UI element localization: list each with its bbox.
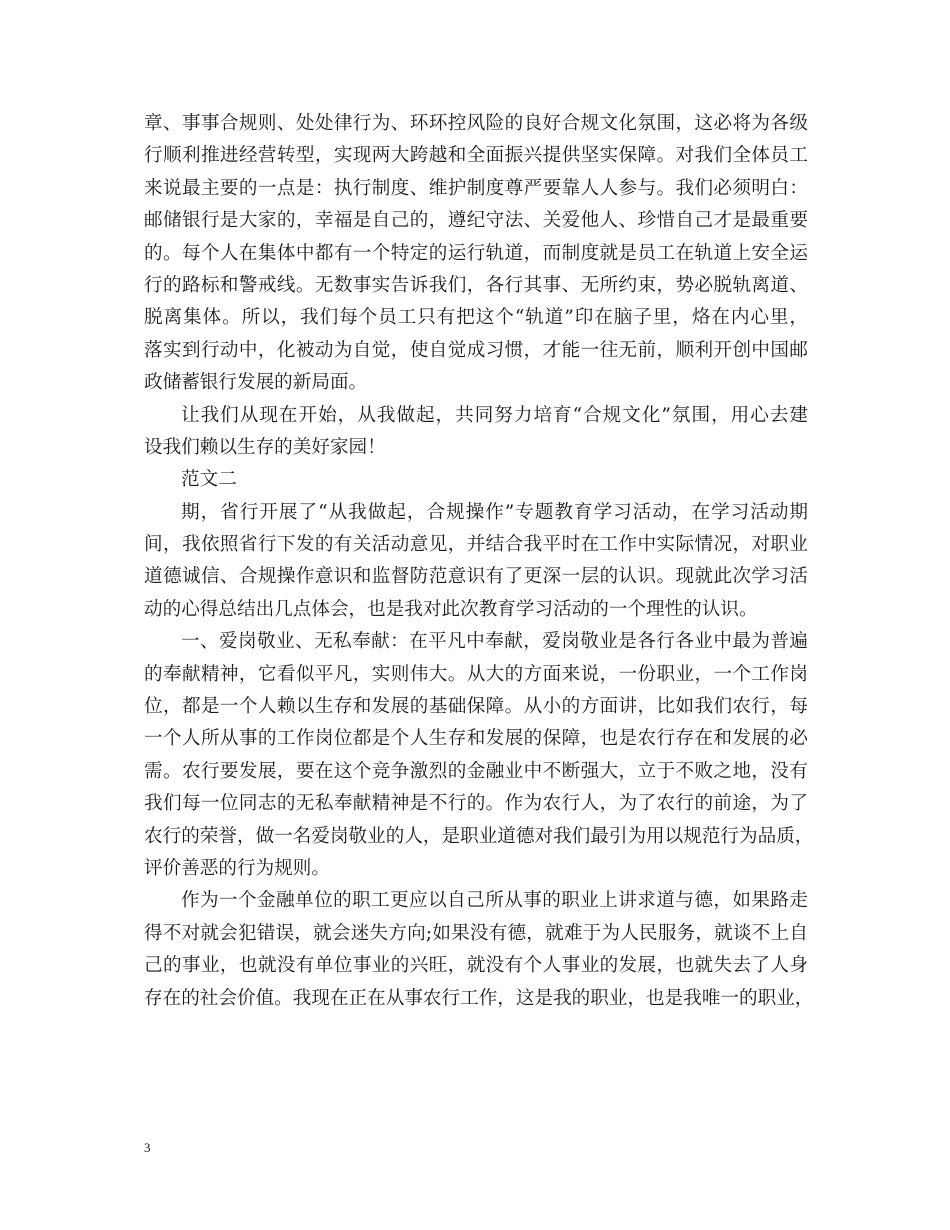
page-number: 3 — [144, 1140, 151, 1155]
text-line: 来说最主要的一点是：执行制度、维护制度尊严要靠人人参与。我们必须明白： — [144, 177, 808, 199]
text-line: 评价善恶的行为规则。 — [144, 857, 330, 879]
text-line: 一、爱岗敬业、无私奉献：在平凡中奉献，爱岗敬业是各行各业中最为普遍 — [181, 631, 808, 653]
text-line: 动的心得总结出几点体会，也是我对此次教育学习活动的一个理性的认识。 — [144, 598, 758, 620]
text-line: 位，都是一个人赖以生存和发展的基础保障。从小的方面讲，比如我们农行，每 — [144, 696, 808, 718]
text-line: 的。每个人在集体中都有一个特定的运行轨道，而制度就是员工在轨道上安全运 — [144, 242, 808, 264]
text-line: 的奉献精神，它看似平凡，实则伟大。从大的方面来说，一份职业，一个工作岗 — [144, 663, 808, 685]
text-line: 存在的社会价值。我现在正在从事农行工作，这是我的职业，也是我唯一的职业， — [144, 987, 814, 1009]
text-line: 道德诚信、合规操作意识和监督防范意识有了更深一层的认识。现就此次学习活 — [144, 566, 808, 588]
text-line: 行的路标和警戒线。无数事实告诉我们，各行其事、无所约束，势必脱轨离道、 — [144, 274, 808, 296]
text-line: 设我们赖以生存的美好家园！ — [144, 436, 386, 458]
text-line: 脱离集体。所以，我们每个员工只有把这个“轨道”印在脑子里，烙在内心里， — [144, 307, 808, 329]
text-line: 一个人所从事的工作岗位都是个人生存和发展的保障，也是农行存在和发展的必 — [144, 728, 808, 750]
text-line: 政储蓄银行发展的新局面。 — [144, 372, 368, 394]
text-line: 邮储银行是大家的，幸福是自己的，遵纪守法、关爱他人、珍惜自己才是最重要 — [144, 210, 808, 232]
text-line: 间，我依照省行下发的有关活动意见，并结合我平时在工作中实际情况，对职业 — [144, 534, 808, 556]
text-line: 农行的荣誉，做一名爱岗敬业的人，是职业道德对我们最引为用以规范行为品质， — [144, 825, 814, 847]
document-body — [144, 108, 814, 1015]
text-line: 行顺利推进经营转型，实现两大跨越和全面振兴提供坚实保障。对我们全体员工 — [144, 145, 808, 167]
text-line: 期，省行开展了“从我做起，合规操作”专题教育学习活动，在学习活动期 — [181, 501, 808, 523]
text-line: 章、事事合规则、处处律行为、环环控风险的良好合规文化氛围，这必将为各级 — [144, 113, 808, 134]
text-line: 得不对就会犯错误，就会迷失方向;如果没有德，就难于为人民服务，就谈不上自 — [144, 922, 808, 944]
text-line: 需。农行要发展，要在这个竞争激烈的金融业中不断强大，立于不败之地，没有 — [144, 760, 808, 782]
text-line: 作为一个金融单位的职工更应以自己所从事的职业上讲求道与德，如果路走 — [181, 890, 808, 912]
text-line: 让我们从现在开始，从我做起，共同努力培育“合规文化”氛围，用心去建 — [181, 404, 808, 426]
text-line: 我们每一位同志的无私奉献精神是不行的。作为农行人，为了农行的前途，为了 — [144, 793, 808, 815]
text-line: 己的事业，也就没有单位事业的兴旺，就没有个人事业的发展，也就失去了人身 — [144, 955, 808, 977]
text-line: 落实到行动中，化被动为自觉，使自觉成习惯，才能一往无前，顺利开创中国邮 — [144, 339, 808, 361]
text-line: 范文二 — [181, 469, 237, 491]
